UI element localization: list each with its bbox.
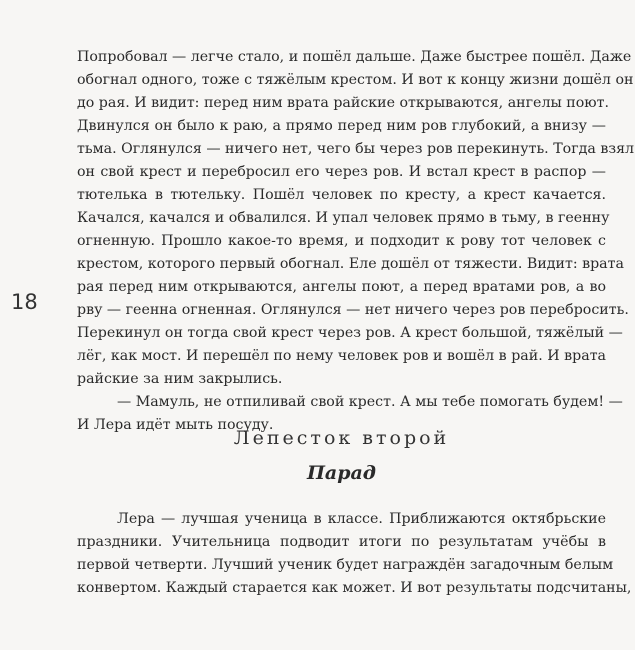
text-line: райские за ним закрылись. xyxy=(77,371,283,387)
text-line: обогнал одного, тоже с тяжёлым крестом. И вот к концу жизни дошёл он xyxy=(77,72,634,88)
text-line: Двинулся он было к раю, а прямо перед ним ров глубокий, а внизу — xyxy=(77,118,606,134)
paragraph-1 xyxy=(77,46,635,391)
text-line: тютелька в тютельку. Пошёл человек по кресту, а крест качается. xyxy=(77,187,606,203)
text-line: огненную. Прошло какое-то время, и подходит к рову тот человек с xyxy=(77,233,606,249)
section-text xyxy=(77,508,632,600)
text-line: до рая. И видит: перед ним врата райские открываются, ангелы поют. xyxy=(77,95,609,111)
text-line: рая перед ним открываются, ангелы поют, а перед вратами ров, а во xyxy=(77,279,606,295)
section-subtitle: Лепесток второй xyxy=(233,427,450,449)
text-line: Качался, качался и обвалился. И упал человек прямо в тьму, в геенну xyxy=(77,210,610,226)
text-line: лёг, как мост. И перешёл по нему человек ров и вошёл в рай. И врата xyxy=(77,348,606,364)
text-line: он свой крест и перебросил его через ров. И встал крест в распор — xyxy=(77,164,606,180)
text-line: И Лера идёт мыть посуду. xyxy=(77,417,274,433)
text-line: — Мамуль, не отпиливай свой крест. А мы тебе помогать будем! — xyxy=(117,394,623,410)
text-line: Лера — лучшая ученица в классе. Приближаются октябрьские xyxy=(117,511,606,527)
chapter-title: Парад xyxy=(306,462,377,484)
main-text xyxy=(77,46,635,437)
text-line: Перекинул он тогда свой крест через ров. А крест большой, тяжёлый — xyxy=(77,325,623,341)
text-line: тьма. Оглянулся — ничего нет, чего бы через ров перекинуть. Тогда взял xyxy=(77,141,635,157)
text-line: праздники. Учительница подводит итоги по результатам учёбы в xyxy=(77,534,606,550)
text-line: первой четверти. Лучший ученик будет награждён загадочным белым xyxy=(77,557,614,573)
text-line: конвертом. Каждый старается как может. И вот результаты подсчитаны, xyxy=(77,580,632,596)
page-number: 18 xyxy=(11,290,38,314)
text-line: крестом, которого первый обогнал. Еле дошёл от тяжести. Видит: врата xyxy=(77,256,624,272)
text-line: рву — геенна огненная. Оглянулся — нет ничего через ров перебросить. xyxy=(77,302,629,318)
text-line: Попробовал — легче стало, и пошёл дальше. Даже быстрее пошёл. Даже xyxy=(77,49,632,65)
